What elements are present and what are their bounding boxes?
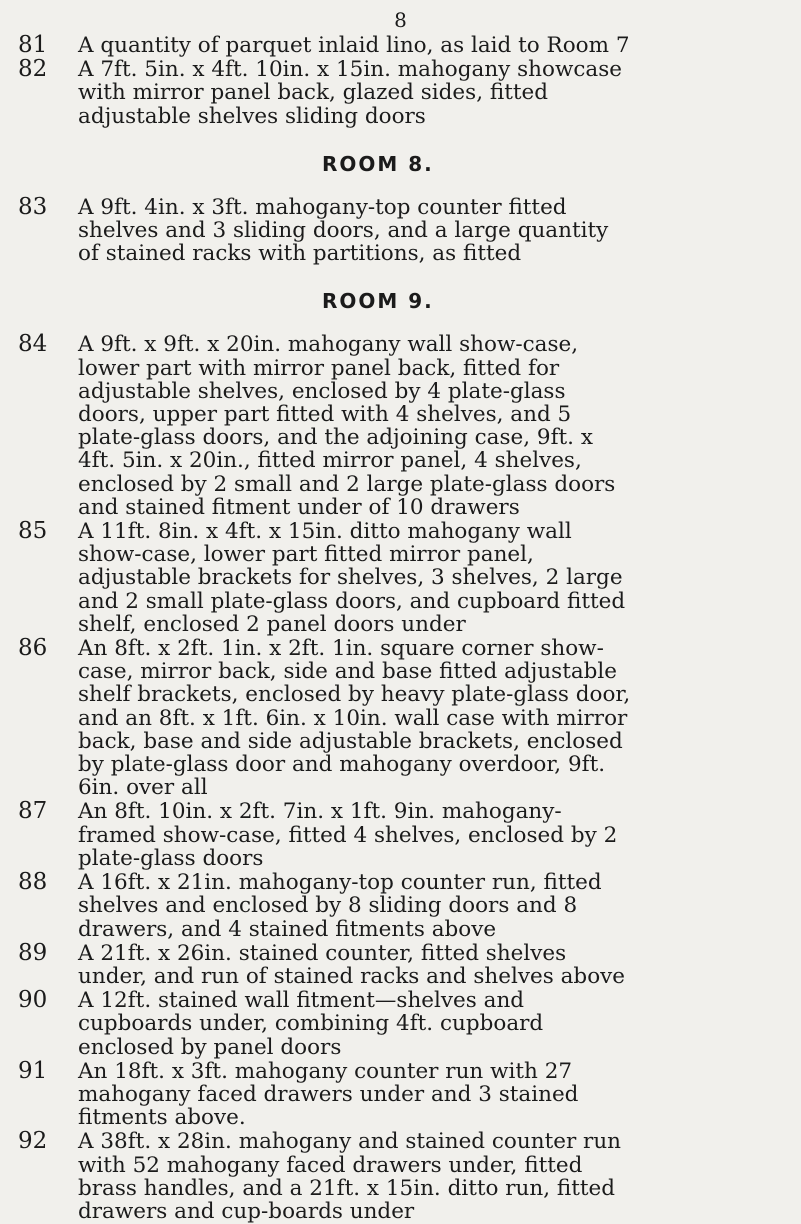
lot-description: A 38ft. x 28in. mahogany and stained counter run with 52 mahogany faced drawers under, fitted brass handles, and a 21ft. x 15in. ditto run, fitted drawers and cup-boards under [78,1129,622,1224]
lot-84 [0,333,801,519]
lot-91 [0,1057,801,1131]
lot-83 [0,193,801,267]
lot-82 [0,58,801,128]
catalogue-content [0,34,801,1224]
lot-89 [0,939,801,989]
lot-number: 85 [18,518,48,545]
lot-number: 81 [18,32,48,58]
lot-number: 83 [18,193,48,220]
lot-description: A 16ft. x 21in. mahogany-top counter run, fitted shelves and enclosed by 8 sliding doors and 8 drawers, and 4 stained fitments above [78,870,602,942]
lot-description: An 8ft. x 2ft. 1in. x 2ft. 1in. square corner show-case, mirror back, side and base fitted adjustable shelf brackets, enclosed by heavy plate-glass door, and an 8ft. x 1ft. 6in. x 10in. wall case with mirror back, base and side adjustable brackets, enclosed by plate-glass door and mahogany overdoor, 9ft. 6in. over all [78,636,631,801]
lot-88 [0,871,801,941]
lot-number: 86 [18,635,48,662]
lot-number: 89 [18,939,48,966]
lot-description: A 21ft. x 26in. stained counter, fitted shelves under, and run of stained racks and shelves above [78,940,626,989]
lot-description: A 7ft. 5in. x 4ft. 10in. x 15in. mahogany showcase with mirror panel back, glazed sides, fitted adjustable shelves sliding doors [78,57,622,129]
lot-86 [0,637,801,799]
lot-description: A 12ft. stained wall fitment—shelves and cupboards under, combining 4ft. cupboard enclosed by panel doors [78,988,544,1060]
page-number: 8 [394,8,407,32]
lot-87 [0,800,801,870]
lot-description: A 11ft. 8in. x 4ft. x 15in. ditto mahogany wall show-case, lower part fitted mirror panel, adjustable brackets for shelves, 3 shelves, 2 large and 2 small plate-glass doors, and cupboard fitted shelf, enclosed 2 panel doors under [78,519,626,637]
lot-number: 90 [18,987,48,1014]
lot-92 [0,1130,801,1223]
lot-90 [0,989,801,1059]
lot-85 [0,520,801,636]
lot-description: A 9ft. 4in. x 3ft. mahogany-top counter fitted shelves and 3 sliding doors, and a large quantity of stained racks with partitions, as fitted [78,194,609,267]
room-9-heading: ROOM 9. [322,289,434,314]
lot-number: 92 [18,1128,48,1155]
lot-number: 87 [18,798,48,825]
lot-number: 84 [18,331,48,358]
lot-description: A 9ft. x 9ft. x 20in. mahogany wall show-case, lower part with mirror panel back, fitted for adjustable shelves, enclosed by 4 plate-glass doors, upper part fitted with 4 shelves, and 5 plate-glass doors, and the adjoining case, 9ft. x 4ft. 5in. x 20in., fitted mirror panel, 4 shelves, enclosed by 2 small and 2 large plate-glass doors and stained fitment under of 10 drawers [78,332,616,520]
lot-description: An 18ft. x 3ft. mahogany counter run with 27 mahogany faced drawers under and 3 stained fitments above. [78,1058,579,1131]
room-8-heading: ROOM 8. [322,151,434,176]
lot-number: 88 [18,869,48,896]
lot-number: 82 [18,56,48,83]
lot-number: 91 [18,1057,48,1084]
lot-description: An 8ft. 10in. x 2ft. 7in. x 1ft. 9in. mahogany-framed show-case, fitted 4 shelves, enclosed by 2 plate-glass doors [78,799,618,871]
lot-81 [0,34,801,57]
lot-description: A quantity of parquet inlaid lino, as laid to Room 7 [78,33,630,58]
